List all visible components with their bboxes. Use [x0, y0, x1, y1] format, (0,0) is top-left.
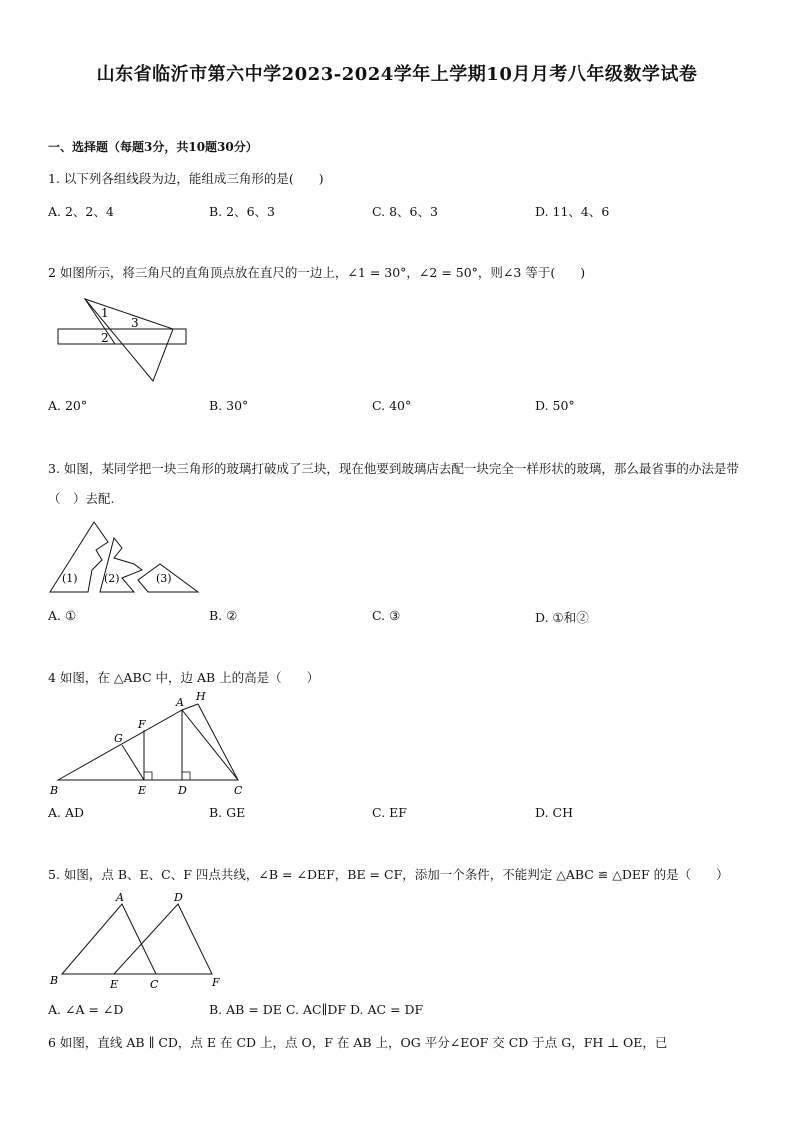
point-e-label: E	[138, 784, 147, 797]
point-c-label: C	[150, 978, 159, 990]
point-h-label: H	[196, 690, 206, 703]
point-a-label: A	[116, 891, 124, 904]
point-f-label: F	[138, 718, 146, 731]
option-d: D. 11、4、6	[535, 204, 610, 219]
option-d: D. ①和②	[535, 610, 589, 625]
set-square-shape	[85, 299, 173, 381]
question-2-stem: 2 如图所示，将三角尺的直角顶点放在直尺的一边上，∠1 = 30°，∠2 = 50°，则∠3 等于( )	[48, 265, 586, 280]
option-b: B. 2、6、3	[209, 204, 275, 219]
ruler-triangle-figure	[55, 295, 195, 385]
option-b: B. ②	[209, 608, 238, 623]
point-b-label: B	[50, 974, 59, 987]
congruent-triangles-figure	[48, 890, 233, 990]
option-c: C. 8、6、3	[372, 204, 438, 219]
option-a: A. ∠A = ∠D	[48, 1002, 124, 1017]
option-a: A. AD	[48, 805, 85, 820]
point-a-label: A	[176, 696, 184, 709]
option-b: B. 30°	[209, 398, 249, 413]
exam-title: 山东省临沂市第六中学2023-2024学年上学期10月月考八年级数学试卷	[96, 64, 698, 85]
question-6-stem: 6 如图，直线 AB ∥ CD，点 E 在 CD 上，点 O，F 在 AB 上，OG 平分∠EOF 交 CD 于点 G，FH ⊥ OE，已	[48, 1035, 668, 1050]
option-c: C. 40°	[372, 398, 412, 413]
triangle-abc	[58, 710, 238, 780]
question-3-stem: 3. 如图，某同学把一块三角形的玻璃打破成了三块，现在他要到玻璃店去配一块完全一样形状的玻璃，那么最省事的办法是带（ ）去配.	[48, 461, 739, 506]
point-b-label: B	[50, 784, 59, 797]
option-b: B. GE	[209, 805, 246, 820]
question-1-stem: 1. 以下列各组线段为边，能组成三角形的是( )	[48, 171, 324, 186]
point-g-label: G	[114, 732, 123, 745]
ruler-shape	[58, 329, 186, 344]
question-4-stem: 4 如图，在 △ABC 中，边 AB 上的高是（ ）	[48, 670, 320, 685]
option-d: D. 50°	[535, 398, 575, 413]
piece-2-label: (2)	[104, 572, 120, 585]
option-a: A. 2、2、4	[48, 204, 114, 219]
triangle-def	[114, 904, 212, 974]
option-c: C. EF	[372, 805, 407, 820]
piece-1-label: (1)	[62, 572, 78, 585]
piece-3-label: (3)	[156, 572, 172, 585]
triangle-abc	[62, 904, 156, 974]
broken-glass-figure	[48, 520, 208, 596]
option-d: D. CH	[535, 805, 573, 820]
option-a: A. 20°	[48, 398, 88, 413]
point-f-label: F	[212, 976, 220, 989]
section-heading: 一、选择题（每题3分，共10题30分）	[48, 140, 258, 154]
point-d-label: D	[174, 891, 183, 904]
triangle-heights-figure	[48, 690, 258, 800]
option-b-c-d: B. AB = DE C. AC∥DF D. AC = DF	[209, 1002, 424, 1017]
option-a: A. ①	[48, 608, 77, 623]
option-c: C. ③	[372, 608, 401, 623]
point-e-label: E	[110, 978, 119, 990]
point-c-label: C	[234, 784, 243, 797]
glass-piece-1	[50, 522, 108, 592]
angle-1-label: 1	[101, 306, 109, 320]
angle-2-label: 2	[101, 331, 109, 345]
question-5-stem: 5. 如图，点 B、E、C、F 四点共线，∠B = ∠DEF，BE = CF，添加一个条件，不能判定 △ABC ≌ △DEF 的是（ ）	[48, 867, 729, 882]
angle-3-label: 3	[131, 316, 139, 330]
point-d-label: D	[178, 784, 187, 797]
